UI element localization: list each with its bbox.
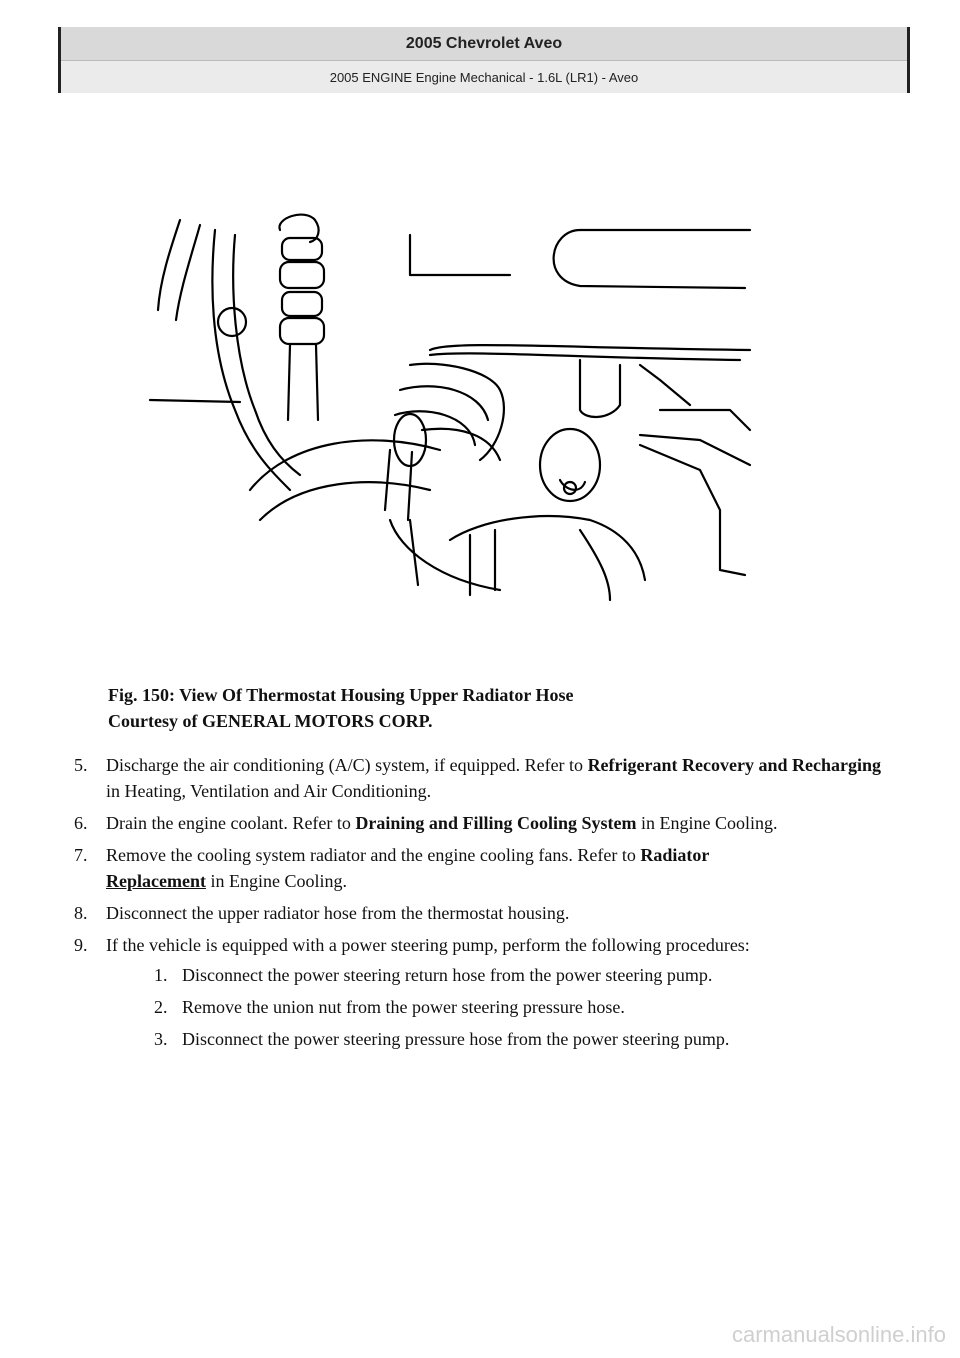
- step-text: Discharge the air conditioning (A/C) system, if equipped. Refer to: [106, 755, 588, 775]
- step-number: 8.: [74, 903, 88, 923]
- substep-3: [154, 1026, 884, 1052]
- substep-number: 1.: [154, 965, 168, 985]
- step-7: [74, 842, 884, 894]
- figure-caption-credit: Courtesy of GENERAL MOTORS CORP.: [108, 711, 433, 731]
- step-number: 9.: [74, 935, 88, 955]
- site-watermark: carmanualsonline.info: [731, 1322, 946, 1347]
- substep-number: 3.: [154, 1029, 168, 1049]
- substep-text: Disconnect the power steering return hose from the power steering pump.: [182, 965, 713, 985]
- draining-filling-cooling-link[interactable]: Draining and Filling Cooling System: [355, 813, 637, 833]
- document-subtitle: 2005 ENGINE Engine Mechanical - 1.6L (LR1) - Aveo: [61, 61, 907, 93]
- step-text: in Engine Cooling.: [636, 813, 778, 833]
- step-text: in Heating, Ventilation and Air Conditioning.: [106, 781, 432, 801]
- step-number: 6.: [74, 813, 88, 833]
- step-text: Drain the engine coolant. Refer to: [106, 813, 356, 833]
- step-text: If the vehicle is equipped with a power steering pump, perform the following procedures:: [106, 935, 750, 955]
- step-number: 5.: [74, 755, 88, 775]
- procedure-steps: [74, 752, 884, 1058]
- step-text: Remove the cooling system radiator and the engine cooling fans. Refer to: [106, 845, 641, 865]
- step-text: Disconnect the upper radiator hose from the thermostat housing.: [106, 903, 570, 923]
- substep-text: Disconnect the power steering pressure hose from the power steering pump.: [182, 1029, 730, 1049]
- refrigerant-recovery-link[interactable]: Refrigerant Recovery and Recharging: [587, 755, 881, 775]
- radiator-replacement-link[interactable]: Replacement: [106, 871, 206, 891]
- page-header: [58, 27, 910, 93]
- step-9: [74, 932, 884, 1052]
- substep-2: [154, 994, 884, 1020]
- step-number: 7.: [74, 845, 88, 865]
- substep-1: [154, 962, 884, 988]
- figure-caption: [108, 682, 868, 734]
- figure-caption-title: Fig. 150: View Of Thermostat Housing Upper Radiator Hose: [108, 685, 574, 705]
- document-title: 2005 Chevrolet Aveo: [61, 27, 907, 61]
- step-6: [74, 810, 884, 836]
- thermostat-housing-illustration: [140, 190, 760, 610]
- step-5: [74, 752, 884, 804]
- substeps: [106, 962, 884, 1052]
- step-8: [74, 900, 884, 926]
- substep-text: Remove the union nut from the power steering pressure hose.: [182, 997, 625, 1017]
- substep-number: 2.: [154, 997, 168, 1017]
- radiator-reference[interactable]: Radiator: [640, 845, 710, 865]
- step-text: in Engine Cooling.: [205, 871, 347, 891]
